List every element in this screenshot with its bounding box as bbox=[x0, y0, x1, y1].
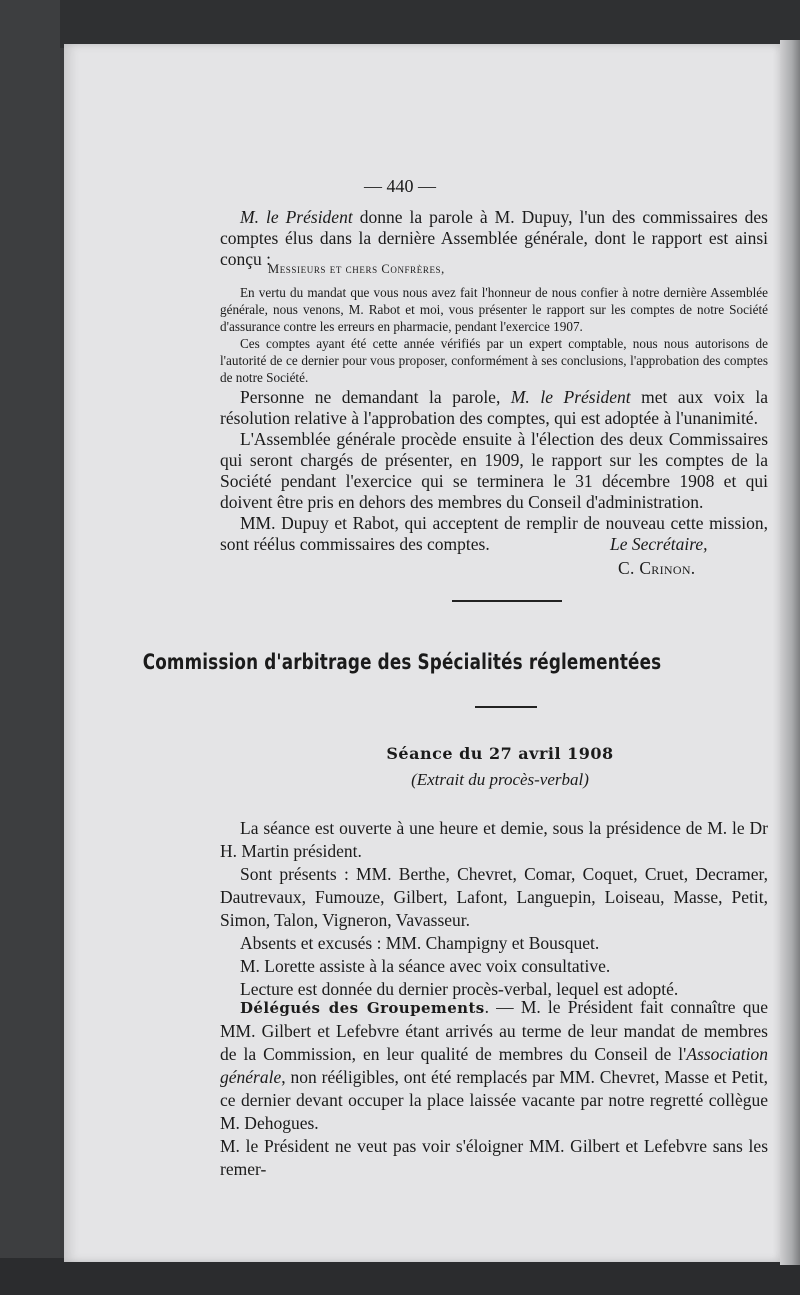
session-extract-note: (Extrait du procès-verbal) bbox=[411, 770, 589, 789]
delegates-paragraph bbox=[220, 996, 768, 1135]
page-number: — 440 — bbox=[364, 176, 436, 196]
section-divider bbox=[452, 600, 562, 602]
delegates-section bbox=[220, 996, 768, 1181]
after-report-paragraph-2: L'Assemblée générale procède ensuite à l'élection des deux Commissaires qui seront chargés de présenter, en 1909, le rapport sur les comptes de la Société pendant l'exercice qui se terminera le 31 décembre 1908 et qui doivent être pris en dehors des membres du Conseil d'administration. bbox=[220, 429, 768, 512]
minutes-section bbox=[220, 817, 768, 1001]
delegates-text-a: . — M. le Président fait connaître que MM. Gilbert et Lefebvre étant arrivés au terme de leur mandat de membres de la Commission, en leur qualité de membres du Conseil de l' bbox=[220, 997, 769, 1064]
minutes-paragraph-2: Sont présents : MM. Berthe, Chevret, Comar, Coquet, Cruet, Decramer, Dautrevaux, Fumouze, Gilbert, Lafont, Languepin, Loiseau, Masse, Petit, Simon, Talon, Vigneron, Vavasseur. bbox=[220, 864, 768, 930]
report-paragraph-2: Ces comptes ayant été cette année vérifiés par un expert comptable, nous nous autorisons de l'autorité de ce dernier pour vous proposer, conformément à ses conclusions, l'approbation des comptes de notre Société. bbox=[220, 336, 768, 385]
intro-text: donne la parole à M. Dupuy, l'un des commissaires des comptes élus dans la dernière Assemblée générale, dont le rapport est ainsi conçu : bbox=[220, 207, 768, 269]
intro-speaker: M. le Président bbox=[240, 207, 353, 227]
after-report-p1-end: met aux voix la résolution relative à l'approbation des comptes, qui est adoptée à l'unanimité. bbox=[220, 387, 768, 428]
delegates-heading: Délégués des Groupements bbox=[240, 999, 485, 1017]
delegates-paragraph-continued: M. le Président ne veut pas voir s'éloigner MM. Gilbert et Lefebvre sans les remer- bbox=[220, 1136, 768, 1179]
minutes-paragraph-3: Absents et excusés : MM. Champigny et Bousquet. bbox=[240, 933, 600, 953]
after-report-paragraph-1 bbox=[220, 387, 768, 429]
report-salutation: Messieurs et chers Confrères, bbox=[268, 262, 445, 276]
minutes-paragraph-1: La séance est ouverte à une heure et demie, sous la présidence de M. le Dr H. Martin président. bbox=[220, 818, 768, 861]
after-report-paragraph-3: MM. Dupuy et Rabot, qui acceptent de remplir de nouveau cette mission, sont réélus commissaires des comptes. bbox=[220, 513, 768, 554]
minutes-paragraph-5: Lecture est donnée du dernier procès-verbal, lequel est adopté. bbox=[240, 979, 679, 999]
report-body bbox=[220, 284, 768, 386]
delegates-text-b: , non rééligibles, ont été remplacés par MM. Chevret, Masse et Petit, ce dernier devant occuper la place laissée vacante par notre regretté collègue M. Dehogues. bbox=[220, 1067, 768, 1133]
after-report-section bbox=[220, 387, 768, 555]
delegates-association: Association générale bbox=[220, 1044, 768, 1087]
scan-background-top bbox=[0, 0, 800, 48]
scan-background-bottom bbox=[0, 1258, 800, 1295]
signature-name: C. Crinon. bbox=[618, 558, 696, 578]
report-paragraph-1: En vertu du mandat que vous nous avez fait l'honneur de nous confier à notre dernière Assemblée générale, nous venons, M. Rabot et moi, vous présenter le rapport sur les comptes de notre Société d'assurance contre les erreurs en pharmacie, pendant l'exercice 1907. bbox=[220, 285, 768, 334]
title-underline bbox=[475, 706, 537, 708]
intro-paragraph bbox=[220, 207, 768, 270]
after-report-p1-start: Personne ne demandant la parole, bbox=[240, 387, 511, 407]
signature-role: Le Secrétaire, bbox=[610, 534, 708, 554]
after-report-p1-speaker: M. le Président bbox=[510, 387, 631, 407]
section-title: Commission d'arbitrage des Spécialités réglementées bbox=[142, 650, 662, 674]
minutes-paragraph-4: M. Lorette assiste à la séance avec voix consultative. bbox=[240, 956, 611, 976]
session-heading: Séance du 27 avril 1908 bbox=[386, 744, 614, 763]
